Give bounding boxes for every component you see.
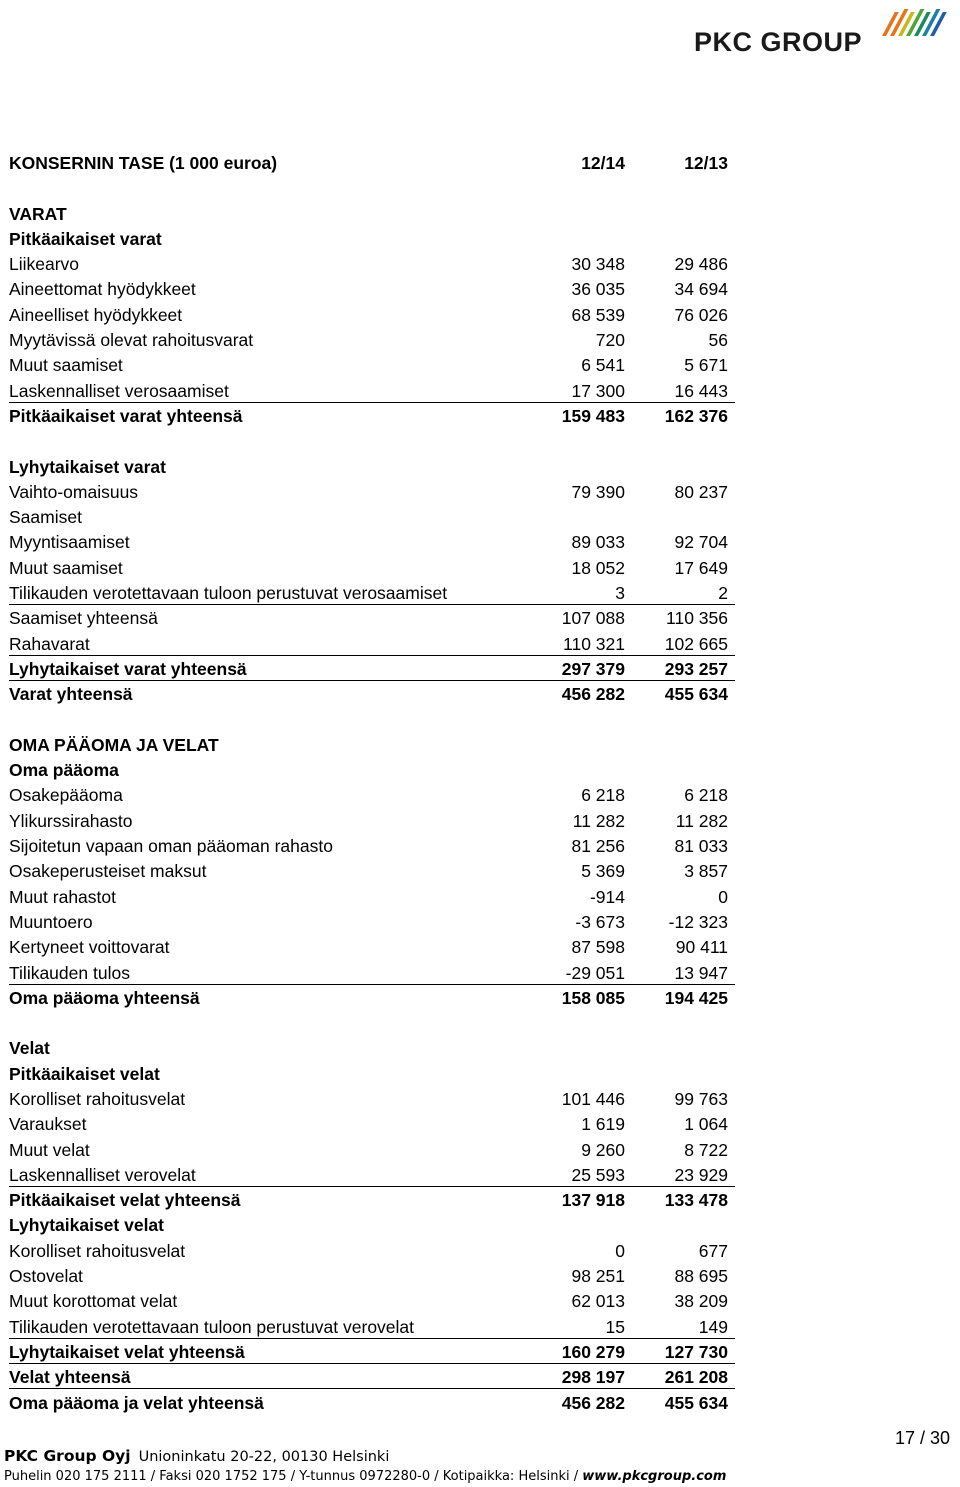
footer-contact: Puhelin 020 175 2111 / Faksi 020 1752 175 / Y-tunnus 0972280-0 / Kotipaikka: Helsinki / xyxy=(4,1469,583,1484)
value-1213: 149 xyxy=(698,1316,728,1337)
value-1213: 13 947 xyxy=(674,962,728,983)
value-1213: 102 665 xyxy=(664,633,728,654)
value-1213: 2 xyxy=(718,583,728,604)
value-1214: 15 xyxy=(605,1316,625,1337)
row-label: Muut saamiset xyxy=(9,557,123,578)
column-header-1214: 12/14 xyxy=(581,153,625,173)
table-title: KONSERNIN TASE (1 000 euroa) xyxy=(9,153,278,173)
pkc-group-logo xyxy=(690,6,952,58)
table-row xyxy=(9,1085,735,1110)
value-1213: 127 730 xyxy=(664,1341,728,1362)
value-1213: 194 425 xyxy=(664,987,728,1008)
footer-website-link[interactable]: www.pkcgroup.com xyxy=(582,1469,727,1484)
value-1214: 11 282 xyxy=(572,810,625,831)
table-row xyxy=(9,1236,735,1261)
table-row xyxy=(9,806,735,831)
value-1214: 98 251 xyxy=(571,1266,625,1287)
value-1214: 6 218 xyxy=(581,785,625,806)
value-1214: 720 xyxy=(595,330,625,351)
table-row xyxy=(9,199,735,224)
table-row xyxy=(9,1388,735,1413)
value-1214: 6 541 xyxy=(581,355,625,376)
table-row xyxy=(9,1262,735,1287)
value-1214: 137 918 xyxy=(561,1190,625,1211)
table-row xyxy=(9,351,735,376)
row-label: VARAT xyxy=(9,203,67,224)
row-spacer xyxy=(9,705,735,730)
row-label: Pitkäaikaiset varat xyxy=(9,228,162,249)
value-1213: 3 857 xyxy=(684,861,728,882)
table-row xyxy=(9,1363,735,1388)
value-1213: 293 257 xyxy=(664,658,728,679)
brand-name: PKC GROUP xyxy=(694,27,863,57)
value-1214: 160 279 xyxy=(561,1341,625,1362)
value-1213: 76 026 xyxy=(674,304,728,325)
value-1213: 677 xyxy=(698,1240,728,1261)
value-1213: 80 237 xyxy=(674,481,728,502)
table-row xyxy=(9,1161,735,1186)
column-header-1213: 12/13 xyxy=(684,153,728,173)
table-row xyxy=(9,731,735,756)
value-1213: 162 376 xyxy=(664,405,728,426)
value-1214: 87 598 xyxy=(571,937,625,958)
row-label: Aineelliset hyödykkeet xyxy=(9,304,183,325)
value-1213: 5 671 xyxy=(684,355,728,376)
table-row xyxy=(9,478,735,503)
row-label: Tilikauden verotettavaan tuloon perustuvat verovelat xyxy=(9,1316,415,1337)
row-label: Aineettomat hyödykkeet xyxy=(9,279,196,300)
value-1213: 92 704 xyxy=(674,532,728,553)
table-row xyxy=(9,326,735,351)
row-label: Velat yhteensä xyxy=(9,1367,131,1388)
value-1214: 101 446 xyxy=(561,1088,625,1109)
row-label: Saamiset xyxy=(9,507,82,528)
row-label: Oma pääoma xyxy=(9,760,119,781)
row-label: Vaihto-omaisuus xyxy=(9,481,139,502)
row-label: Myyntisaamiset xyxy=(9,532,130,553)
value-1214: 36 035 xyxy=(571,279,625,300)
page-number: 17 / 30 xyxy=(894,1428,950,1448)
balance-sheet xyxy=(9,148,735,1414)
value-1213: 0 xyxy=(718,886,728,907)
table-row xyxy=(9,958,735,983)
value-1214: -3 673 xyxy=(575,911,625,932)
table-row xyxy=(9,402,735,427)
value-1213: 6 218 xyxy=(684,785,728,806)
row-label: Myytävissä olevat rahoitusvarat xyxy=(9,330,254,351)
page-footer xyxy=(4,1446,764,1487)
row-label: Pitkäaikaiset varat yhteensä xyxy=(9,405,243,426)
table-row xyxy=(9,604,735,629)
value-1214: -914 xyxy=(589,886,625,907)
value-1213: 56 xyxy=(708,330,728,351)
table-row xyxy=(9,528,735,553)
value-1213: 16 443 xyxy=(674,380,728,401)
value-1214: 9 260 xyxy=(581,1139,625,1160)
row-label: Rahavarat xyxy=(9,633,90,654)
table-row xyxy=(9,1186,735,1211)
row-label: Liikearvo xyxy=(9,254,80,275)
value-1214: 30 348 xyxy=(571,254,625,275)
value-1214: 159 483 xyxy=(561,405,625,426)
value-1214: 18 052 xyxy=(571,557,625,578)
table-row xyxy=(9,1034,735,1059)
value-1214: 79 390 xyxy=(571,481,625,502)
value-1214: 110 321 xyxy=(563,633,625,654)
table-row xyxy=(9,680,735,705)
row-label: Korolliset rahoitusvelat xyxy=(9,1088,186,1109)
row-label: Pitkäaikaiset velat xyxy=(9,1063,160,1084)
value-1214: 68 539 xyxy=(571,304,625,325)
row-label: Muut korottomat velat xyxy=(9,1291,178,1312)
row-label: Kertyneet voittovarat xyxy=(9,937,170,958)
value-1214: 62 013 xyxy=(571,1291,625,1312)
value-1213: 1 064 xyxy=(684,1114,728,1135)
value-1214: 0 xyxy=(615,1240,625,1261)
row-label: Lyhytaikaiset velat yhteensä xyxy=(9,1341,245,1362)
table-row xyxy=(9,1312,735,1337)
value-1214: 89 033 xyxy=(571,532,625,553)
value-1214: 5 369 xyxy=(581,861,625,882)
table-row xyxy=(9,857,735,882)
value-1213: 455 634 xyxy=(664,684,728,705)
value-1214: 298 197 xyxy=(561,1367,625,1388)
value-1214: 107 088 xyxy=(561,608,625,629)
row-label: Varat yhteensä xyxy=(9,684,133,705)
row-label: Lyhytaikaiset varat xyxy=(9,456,166,477)
table-row xyxy=(9,250,735,275)
value-1213: 99 763 xyxy=(674,1088,728,1109)
row-label: OMA PÄÄOMA JA VELAT xyxy=(9,734,219,755)
value-1213: 17 649 xyxy=(674,557,728,578)
value-1214: 81 256 xyxy=(571,836,625,857)
value-1214: 456 282 xyxy=(561,684,625,705)
row-spacer xyxy=(9,427,735,452)
row-label: Osakepääoma xyxy=(9,785,123,806)
row-label: Lyhytaikaiset velat xyxy=(9,1215,164,1236)
table-row xyxy=(9,376,735,401)
table-row xyxy=(9,225,735,250)
value-1213: 11 282 xyxy=(675,810,728,831)
footer-company: PKC Group Oyj xyxy=(4,1447,131,1465)
table-row xyxy=(9,1135,735,1160)
table-row xyxy=(9,1059,735,1084)
row-label: Oma pääoma ja velat yhteensä xyxy=(9,1392,264,1413)
value-1213: 88 695 xyxy=(674,1266,728,1287)
value-1213: 29 486 xyxy=(674,254,728,275)
value-1214: 25 593 xyxy=(571,1164,625,1185)
table-row xyxy=(9,882,735,907)
row-label: Muut saamiset xyxy=(9,355,123,376)
row-label: Pitkäaikaiset velat yhteensä xyxy=(9,1190,241,1211)
value-1213: 38 209 xyxy=(674,1291,728,1312)
row-label: Ylikurssirahasto xyxy=(9,810,133,831)
table-row xyxy=(9,1287,735,1312)
value-1213: 110 356 xyxy=(666,608,728,629)
value-1214: 158 085 xyxy=(561,987,625,1008)
table-row xyxy=(9,553,735,578)
footer-address: Unioninkatu 20-22, 00130 Helsinki xyxy=(138,1449,390,1465)
row-label: Muuntoero xyxy=(9,911,93,932)
row-label: Muut rahastot xyxy=(9,886,116,907)
value-1213: 23 929 xyxy=(674,1164,728,1185)
value-1214: 1 619 xyxy=(581,1114,625,1135)
value-1213: -12 323 xyxy=(668,911,728,932)
value-1213: 261 208 xyxy=(664,1367,728,1388)
value-1214: 17 300 xyxy=(571,380,625,401)
table-row xyxy=(9,300,735,325)
value-1213: 90 411 xyxy=(675,937,728,958)
row-spacer xyxy=(9,174,735,199)
row-spacer xyxy=(9,1009,735,1034)
table-row xyxy=(9,452,735,477)
table-row xyxy=(9,503,735,528)
table-row xyxy=(9,1338,735,1363)
table-row xyxy=(9,933,735,958)
table-row xyxy=(9,579,735,604)
row-label: Lyhytaikaiset varat yhteensä xyxy=(9,658,247,679)
table-header xyxy=(9,148,735,174)
value-1214: -29 051 xyxy=(565,962,625,983)
table-row xyxy=(9,781,735,806)
value-1213: 455 634 xyxy=(664,1392,728,1413)
logo-stripes-icon xyxy=(878,6,948,36)
row-label: Ostovelat xyxy=(9,1266,83,1287)
row-label: Saamiset yhteensä xyxy=(9,608,158,629)
row-label: Varaukset xyxy=(9,1114,87,1135)
table-row xyxy=(9,832,735,857)
row-label: Oma pääoma yhteensä xyxy=(9,987,200,1008)
value-1213: 81 033 xyxy=(674,836,728,857)
table-row xyxy=(9,756,735,781)
value-1213: 133 478 xyxy=(664,1190,728,1211)
value-1213: 8 722 xyxy=(684,1139,728,1160)
table-row xyxy=(9,655,735,680)
row-label: Velat xyxy=(9,1038,50,1059)
value-1214: 456 282 xyxy=(561,1392,625,1413)
value-1213: 34 694 xyxy=(674,279,728,300)
table-body xyxy=(9,174,735,1414)
table-row xyxy=(9,1110,735,1135)
row-label: Sijoitetun vapaan oman pääoman rahasto xyxy=(9,836,333,857)
value-1214: 3 xyxy=(615,583,625,604)
table-row xyxy=(9,629,735,654)
value-1214: 297 379 xyxy=(561,658,625,679)
row-label: Korolliset rahoitusvelat xyxy=(9,1240,186,1261)
row-label: Tilikauden verotettavaan tuloon perustuvat verosaamiset xyxy=(9,583,448,604)
row-label: Osakeperusteiset maksut xyxy=(9,861,207,882)
row-label: Laskennalliset verovelat xyxy=(9,1164,196,1185)
table-row xyxy=(9,984,735,1009)
row-label: Laskennalliset verosaamiset xyxy=(9,380,229,401)
table-row xyxy=(9,908,735,933)
table-row xyxy=(9,1211,735,1236)
row-label: Muut velat xyxy=(9,1139,90,1160)
table-row xyxy=(9,275,735,300)
row-label: Tilikauden tulos xyxy=(9,962,130,983)
